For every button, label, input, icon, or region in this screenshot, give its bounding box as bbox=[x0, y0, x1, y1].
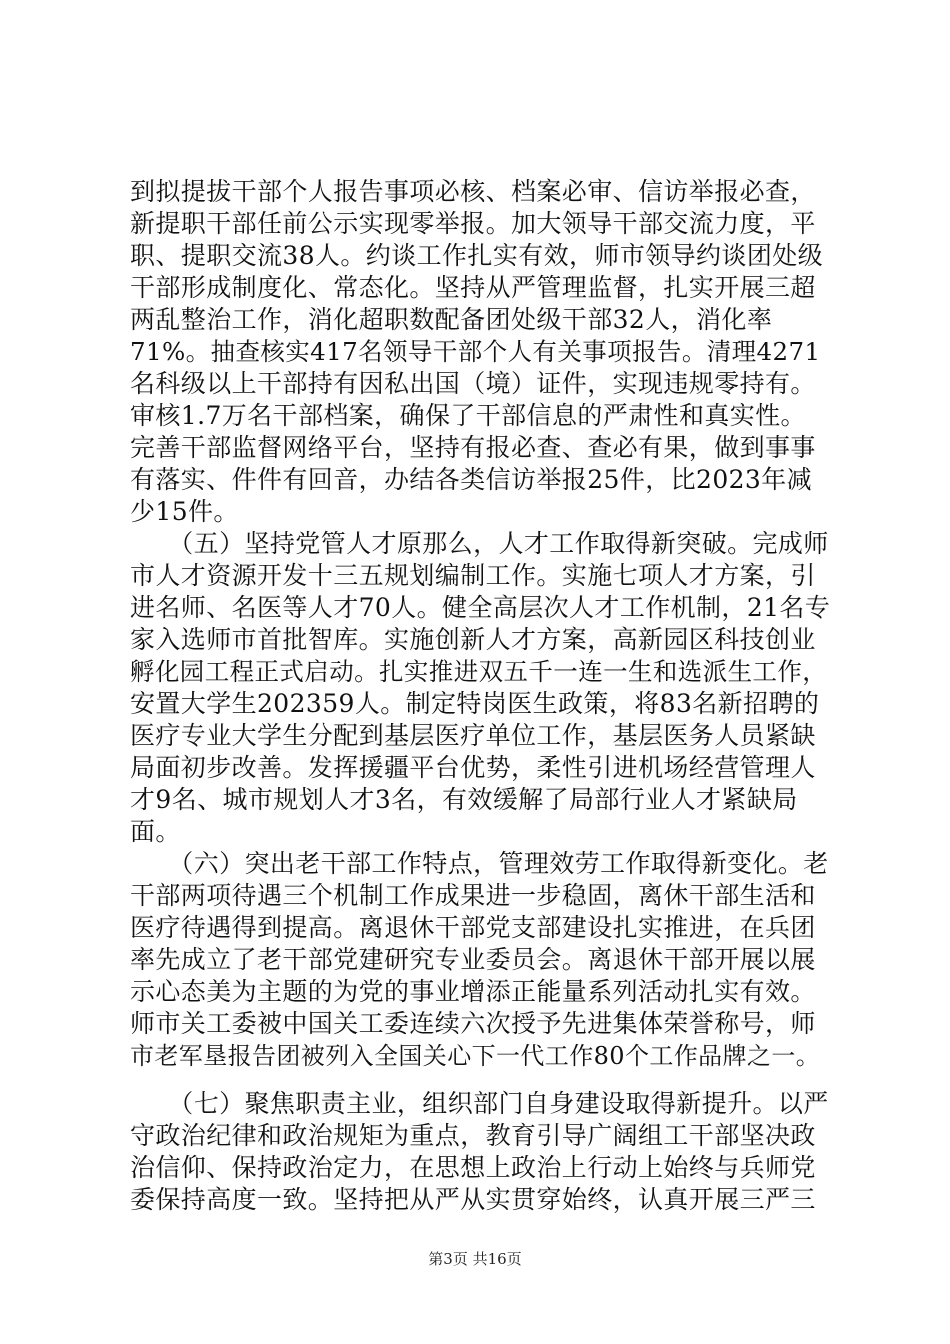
text-line: 才9名、城市规划人才3名，有效缓解了局部行业人才紧缺局 bbox=[130, 785, 798, 814]
text-line: 新提职干部任前公示实现零举报。加大领导干部交流力度，平 bbox=[130, 209, 816, 238]
text-line: 职、提职交流38人。约谈工作扎实有效，师市领导约谈团处级 bbox=[130, 241, 824, 270]
text-line: 市老军垦报告团被列入全国关心下一代工作80个工作品牌之一。 bbox=[130, 1042, 821, 1070]
text-line: （六）突出老干部工作特点，管理效劳工作取得新变化。老 bbox=[130, 849, 829, 878]
text-line: 医疗待遇得到提高。离退休干部党支部建设扎实推进，在兵团 bbox=[130, 913, 816, 942]
text-line: 示心态美为主题的为党的事业增添正能量系列活动扎实有效。 bbox=[130, 977, 816, 1006]
text-line: 局面初步改善。发挥援疆平台优势，柔性引进机场经营管理人 bbox=[130, 753, 816, 782]
text-line: （七）聚焦职责主业，组织部门自身建设取得新提升。以严 bbox=[130, 1089, 829, 1118]
text-line: 名科级以上干部持有因私出国（境）证件，实现违规零持有。 bbox=[130, 369, 816, 398]
text-line: 孵化园工程正式启动。扎实推进双五千一连一生和选派生工作， bbox=[130, 657, 828, 686]
text-line: 到拟提拔干部个人报告事项必核、档案必审、信访举报必查， bbox=[130, 177, 816, 206]
text-line: 治信仰、保持政治定力，在思想上政治上行动上始终与兵师党 bbox=[130, 1153, 816, 1182]
text-line: 71%。抽查核实417名领导干部个人有关事项报告。清理4271 bbox=[130, 337, 821, 366]
text-line: 进名师、名医等人才70人。健全高层次人才工作机制，21名专 bbox=[130, 593, 831, 622]
text-line: 率先成立了老干部党建研究专业委员会。离退休干部开展以展 bbox=[130, 945, 816, 974]
text-line: 委保持高度一致。坚持把从严从实贯穿始终，认真开展三严三 bbox=[130, 1185, 816, 1214]
text-line: 面。 bbox=[130, 817, 181, 846]
text-line: 有落实、件件有回音，办结各类信访举报25件，比2023年减 bbox=[130, 465, 813, 494]
text-line: 干部形成制度化、常态化。坚持从严管理监督，扎实开展三超 bbox=[130, 273, 816, 302]
text-line: 市人才资源开发十三五规划编制工作。实施七项人才方案，引 bbox=[130, 561, 816, 590]
text-line: 干部两项待遇三个机制工作成果进一步稳固，离休干部生活和 bbox=[130, 881, 816, 910]
text-line: 守政治纪律和政治规矩为重点，教育引导广阔组工干部坚决政 bbox=[130, 1121, 816, 1150]
text-line: 审核1.7万名干部档案，确保了干部信息的严肃性和真实性。 bbox=[130, 401, 806, 430]
text-line: 少15件。 bbox=[130, 497, 239, 526]
text-line: 完善干部监督网络平台，坚持有报必查、查必有果，做到事事 bbox=[130, 433, 816, 462]
text-line: 安置大学生202359人。制定特岗医生政策，将83名新招聘的 bbox=[130, 689, 820, 718]
text-line: （五）坚持党管人才原那么，人才工作取得新突破。完成师 bbox=[130, 529, 829, 558]
text-line: 医疗专业大学生分配到基层医疗单位工作，基层医务人员紧缺 bbox=[130, 721, 816, 750]
text-line: 两乱整治工作，消化超职数配备团处级干部32人，消化率 bbox=[130, 305, 773, 334]
text-line: 师市关工委被中国关工委连续六次授予先进集体荣誉称号，师 bbox=[130, 1009, 816, 1038]
text-line: 家入选师市首批智库。实施创新人才方案，高新园区科技创业 bbox=[130, 625, 816, 654]
page-number: 第3页 共16页 bbox=[428, 1250, 522, 1268]
